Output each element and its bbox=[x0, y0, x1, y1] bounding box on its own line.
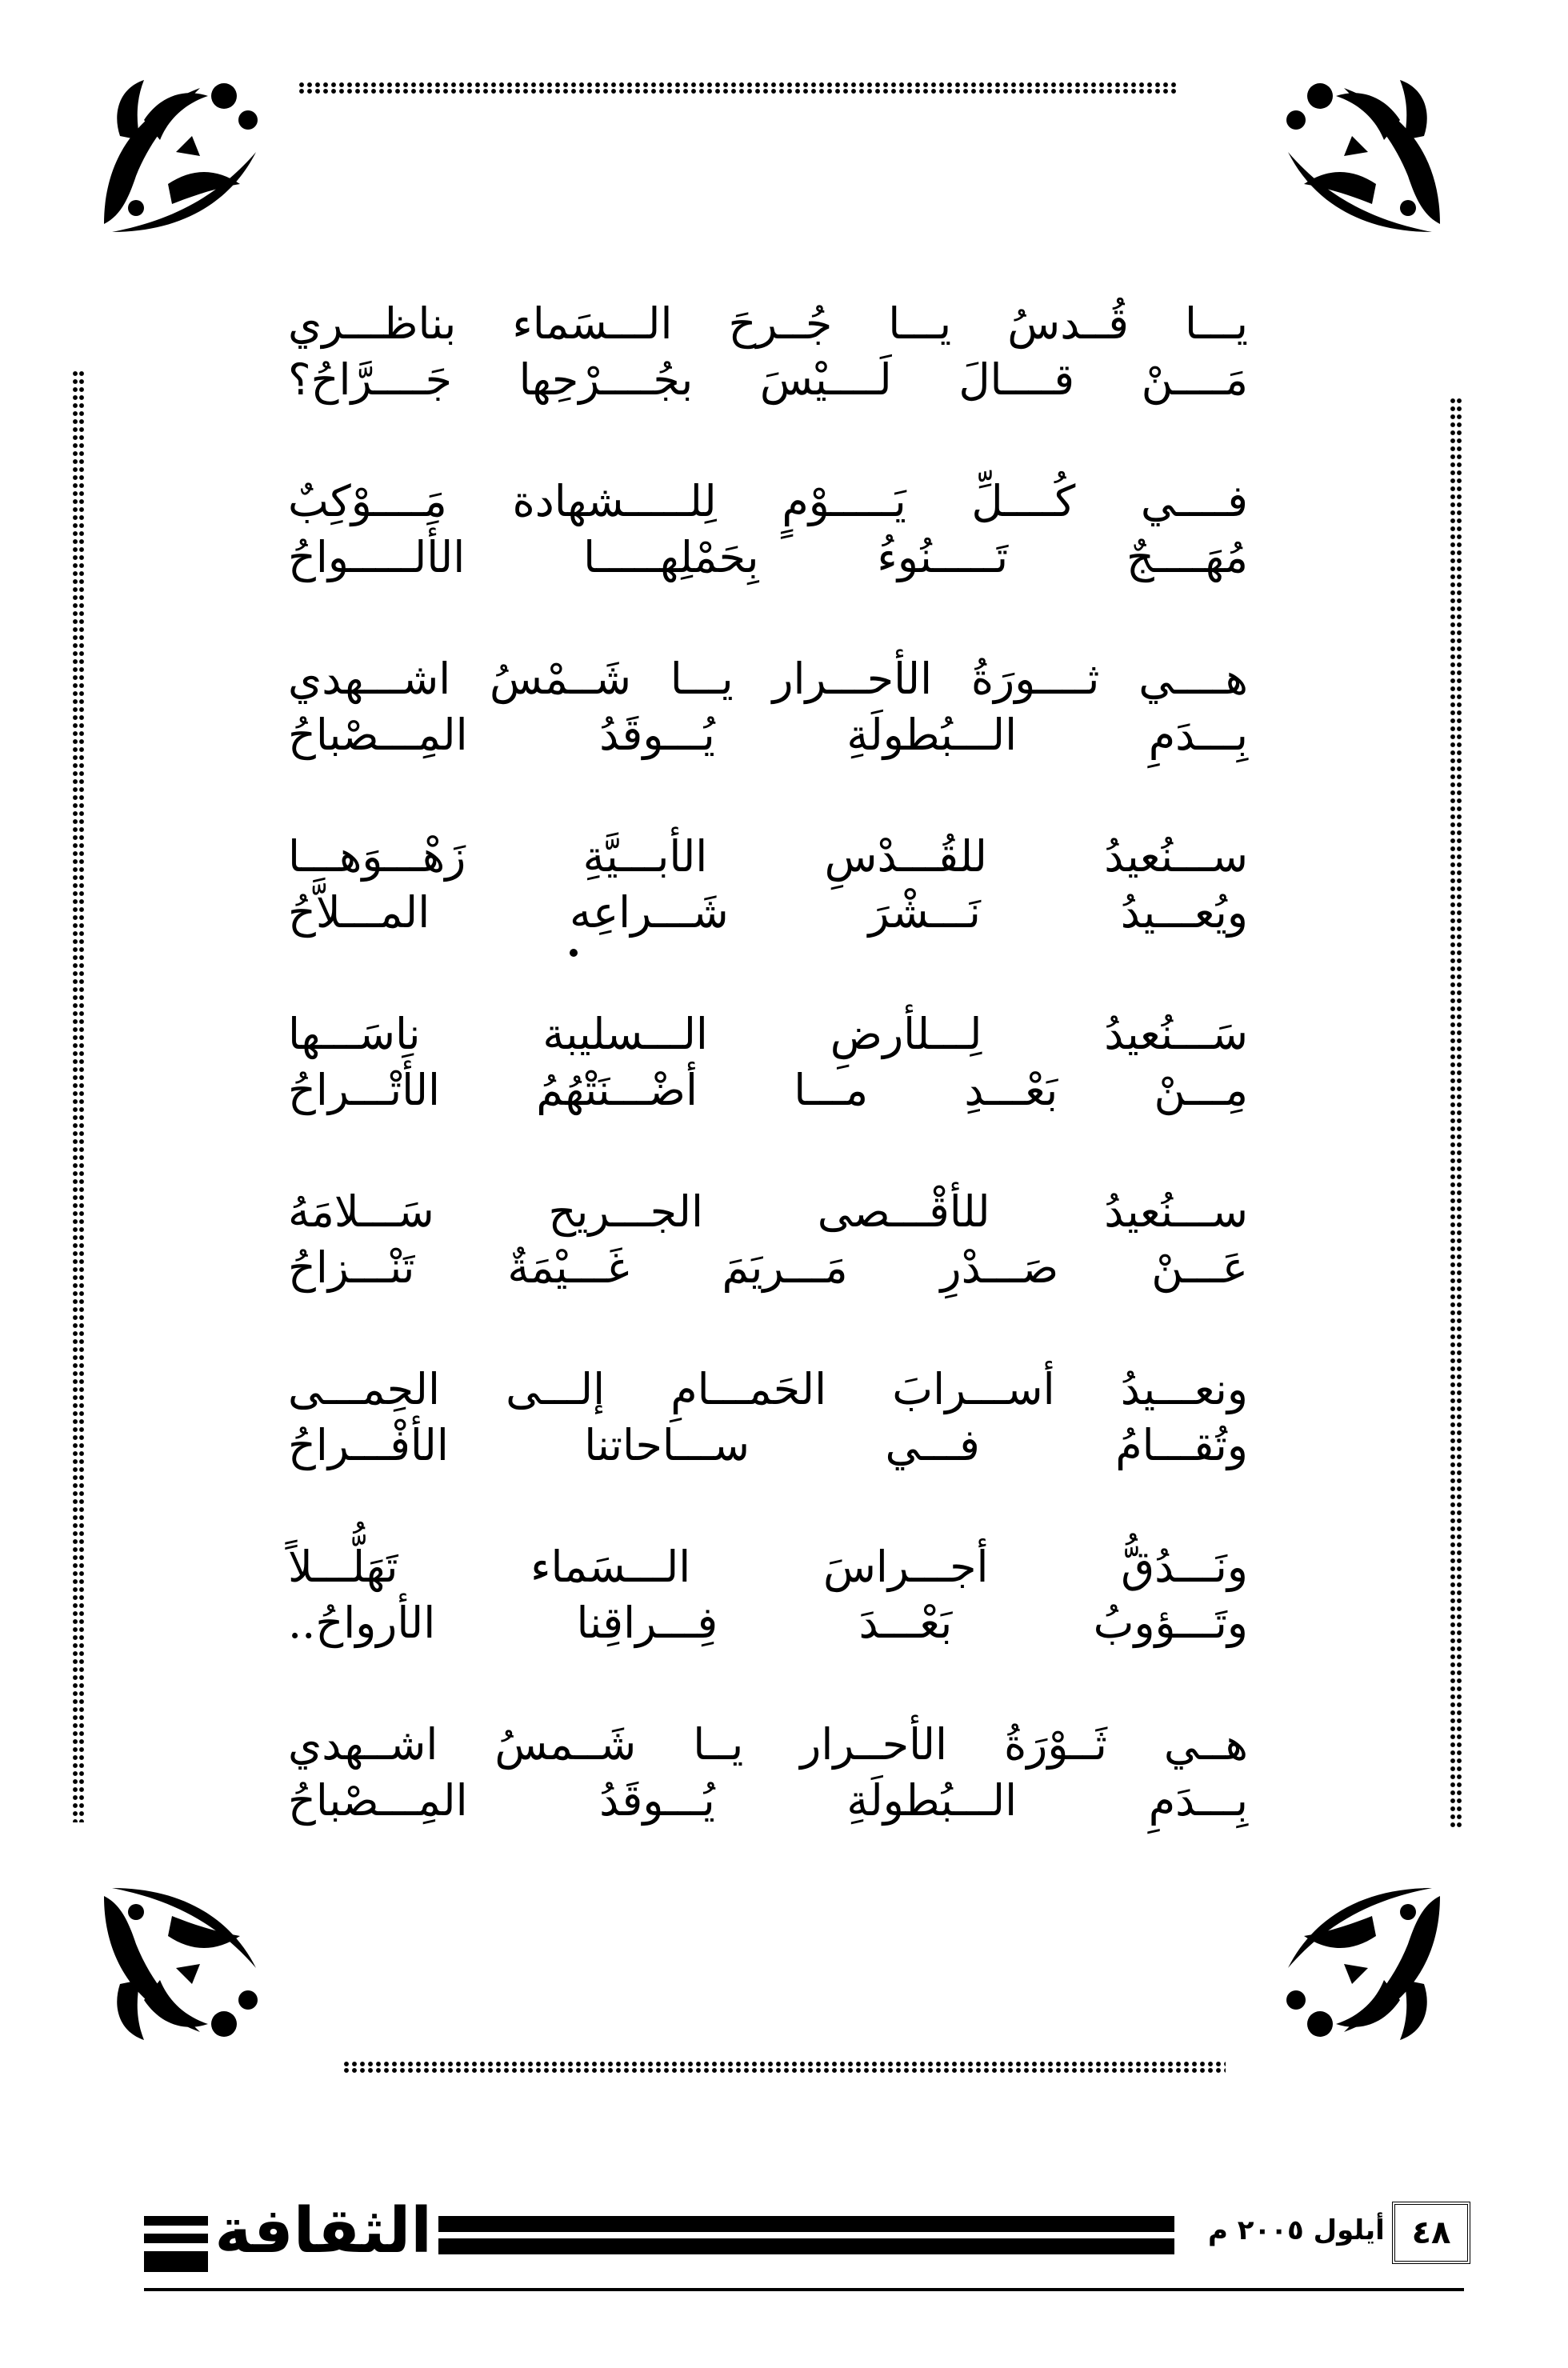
verse-line: ســـنُعيدُ للأقْـــصى الجـــريح سَـــلامَهُ bbox=[288, 1186, 1248, 1237]
bar bbox=[144, 2216, 208, 2226]
top-right-ornament-icon bbox=[1272, 64, 1456, 248]
stanza bbox=[288, 474, 1248, 651]
verse-line: مَــــنْ قــــالَ لَــــيْسَ بجُــــرْحِها جَــــرَّاحُ؟ bbox=[288, 354, 1248, 405]
footer-left-bars bbox=[144, 2216, 208, 2280]
verse-line: عَـــنْ صَـــدْرِ مَـــريَمَ غَـــيْمَةٌ تَنْـــزاحُ bbox=[288, 1242, 1248, 1293]
verse-line: ونعـــيدُ أســـرابَ الحَمـــامِ إلـــى الحِمـــى bbox=[288, 1364, 1248, 1414]
footer-thick-bar-lower bbox=[438, 2238, 1174, 2254]
page-number: ٤٨ bbox=[1392, 2202, 1470, 2264]
bottom-dotted-rule bbox=[342, 2061, 1226, 2074]
verse-line: فــــي كُــــلِّ يَـــــوْمٍ لِلـــــشهادة مَــــوْكِبٌ bbox=[288, 476, 1248, 526]
verse-line: هــــي ثــــورَةُ الأحـــرار يـــا شَــمْسُ اشـــهدي bbox=[288, 654, 1248, 704]
stanza bbox=[288, 1717, 1248, 1894]
stanza bbox=[288, 651, 1248, 829]
bar bbox=[144, 2251, 208, 2272]
verse-line: ويُعـــيدُ نَـــشْرَ شَـــراعِه المـــلاَّحُ bbox=[288, 887, 1248, 938]
verse-line: مُهَــــجٌ تَـــــنُوءُ بِحَمْلِهـــــا الأَلـــــواحُ bbox=[288, 532, 1248, 582]
stanza bbox=[288, 1362, 1248, 1539]
stanza bbox=[288, 1539, 1248, 1717]
right-dotted-rule bbox=[1450, 397, 1462, 1829]
footer-rule bbox=[144, 2288, 1464, 2291]
stanza bbox=[288, 1006, 1248, 1184]
stanza bbox=[288, 829, 1248, 1006]
issue-date: أيلول ٢٠٠٥ م bbox=[1208, 2214, 1385, 2246]
verse-line: ســـنُعيدُ للقُـــدْسِ الأبـــيَّةِ زَهْـــوَهـــا bbox=[288, 831, 1248, 882]
bottom-left-ornament-icon bbox=[88, 1872, 272, 2056]
poem bbox=[288, 296, 1248, 1894]
magazine-logo: الثقافة bbox=[214, 2195, 432, 2267]
verse-line: بِـــدَمِ الـــبُطولَةِ يُـــوقَدُ المِـــصْباحُ bbox=[288, 710, 1248, 760]
verse-line: هــي ثَــوْرَةُ الأحــرار يــا شَــمسُ اشــهدي bbox=[288, 1719, 1248, 1770]
top-left-ornament-icon bbox=[88, 64, 272, 248]
footer-thick-bar bbox=[438, 2216, 1174, 2232]
verse-line: ونَـــدُقُّ أجـــراسَ الـــسَماء تَهَلُّـــلاً bbox=[288, 1542, 1248, 1592]
verse-line: مِـــنْ بَعْـــدِ مـــا أضْـــنَتْهُمُ الأَتْـــراحُ bbox=[288, 1065, 1248, 1115]
verse-line: بِـــدَمِ الـــبُطولَةِ يُـــوقَدُ المِـــصْباحُ bbox=[288, 1775, 1248, 1826]
stanza bbox=[288, 1184, 1248, 1362]
verse-line: سَـــنُعيدُ لِـــلأرضِ الـــسليبة ناسَـــها bbox=[288, 1009, 1248, 1059]
left-dotted-rule bbox=[72, 370, 85, 1822]
bottom-right-ornament-icon bbox=[1272, 1872, 1456, 2056]
print-speck bbox=[570, 949, 578, 957]
verse-line: وتَـــؤوبُ بَعْـــدَ فِـــراقِنا الأرواحُ.. bbox=[288, 1598, 1248, 1648]
top-dotted-rule bbox=[298, 82, 1178, 94]
bar bbox=[144, 2234, 208, 2243]
stanza bbox=[288, 296, 1248, 474]
verse-line: يـــا قُــدسُ يـــا جُــرحَ الـــسَماء بناظـــري bbox=[288, 298, 1248, 349]
verse-line: وتُقـــامُ فـــي ســـاحاتنا الأفْـــراحُ bbox=[288, 1420, 1248, 1470]
